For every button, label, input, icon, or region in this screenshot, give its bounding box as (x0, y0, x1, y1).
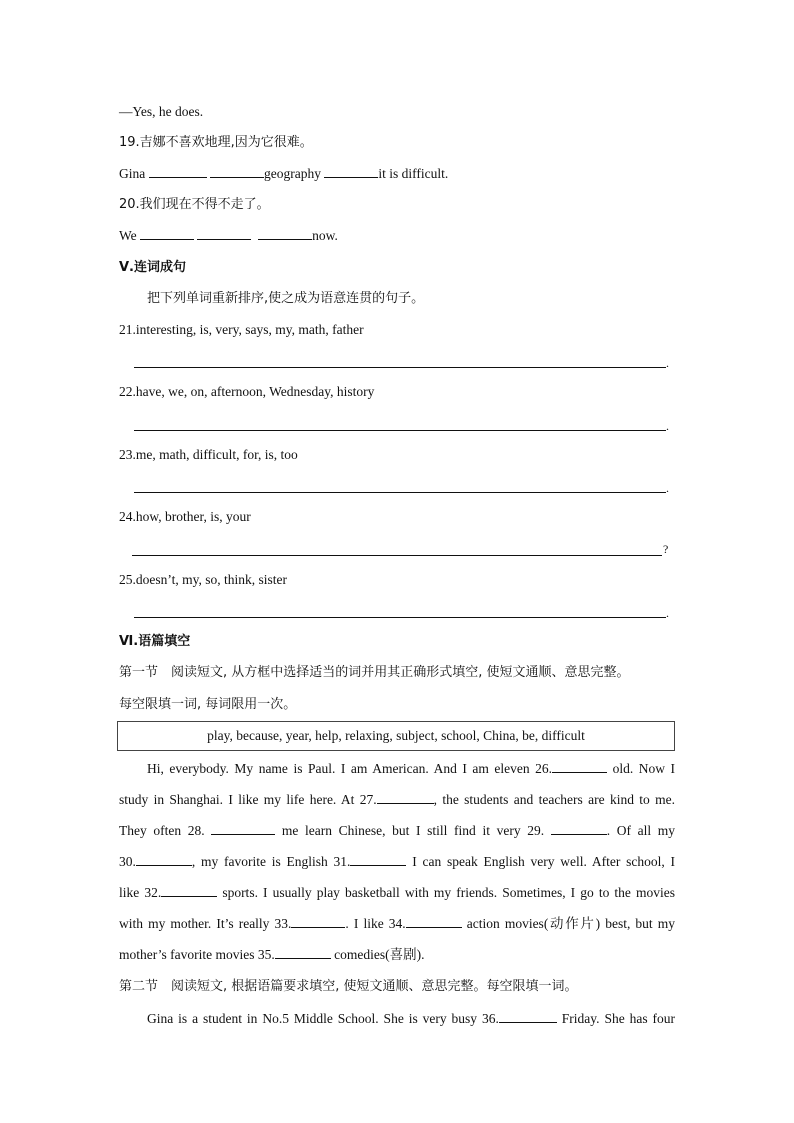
part1-instruction-line1: 第一节 阅读短文, 从方框中选择适当的词并用其正确形式填空, 使短文通顺、意思完整。 (119, 665, 630, 680)
q19-end: it is difficult. (378, 166, 449, 181)
part2-instruction: 第二节 阅读短文, 根据语篇要求填空, 使短文通顺、意思完整。每空限填一词。 (119, 979, 578, 994)
passage2-text: Gina is a student in No.5 Middle School. She is very busy 36. (147, 1011, 499, 1026)
q23-words: 23.me, math, difficult, for, is, too (119, 447, 298, 462)
passage1-text: , the students and teachers are kind to me. (433, 792, 675, 807)
passage1-text: old. Now I (612, 761, 676, 776)
q22-words: 22.have, we, on, afternoon, Wednesday, history (119, 384, 375, 399)
q19-blank-1[interactable] (149, 164, 207, 178)
previous-answer: —Yes, he does. (119, 104, 204, 119)
blank-34[interactable] (406, 914, 462, 928)
blank-26[interactable] (552, 759, 607, 773)
section6-heading: Ⅵ.语篇填空 (119, 634, 191, 649)
q25-answer-line[interactable] (134, 617, 666, 618)
q22-end-mark: . (666, 419, 669, 433)
passage1-text: , my favorite is English 31. (191, 854, 351, 869)
q24-end-mark: ? (663, 542, 669, 556)
q23-answer-line[interactable] (134, 492, 666, 493)
passage1-text: comedies(喜剧). (334, 947, 425, 962)
passage1-text: 30. (119, 854, 136, 869)
blank-31[interactable] (350, 852, 406, 866)
passage1-line-5 (119, 883, 675, 903)
blank-36[interactable] (499, 1009, 557, 1023)
q20-end: now. (312, 228, 338, 243)
q20-start: We (119, 228, 137, 243)
passage2-text: Friday. She has four (561, 1011, 676, 1026)
passage1-line-1 (147, 759, 675, 779)
word-box: play, because, year, help, relaxing, subject, school, China, be, difficult (117, 721, 675, 751)
q21-end-mark: . (666, 356, 669, 370)
q24-answer-line[interactable] (132, 555, 662, 556)
passage1-text: . Of all my (606, 823, 675, 838)
q21-answer-line[interactable] (134, 367, 666, 368)
q21-words: 21.interesting, is, very, says, my, math, father (119, 322, 364, 337)
blank-30[interactable] (136, 852, 192, 866)
passage1-line-6 (119, 914, 675, 934)
blank-33[interactable] (291, 914, 345, 928)
passage1-line-2 (119, 790, 675, 810)
section5-heading: Ⅴ.连词成句 (119, 260, 186, 275)
q19-sentence (119, 164, 448, 184)
q20-blank-1[interactable] (140, 226, 194, 240)
q24-words: 24.how, brother, is, your (119, 509, 251, 524)
blank-32[interactable] (161, 883, 217, 897)
blank-27[interactable] (377, 790, 434, 804)
passage1-text: They often 28. (119, 823, 205, 838)
passage1-text: study in Shanghai. I like my life here. At 27. (119, 792, 377, 807)
passage1-text: Hi, everybody. My name is Paul. I am American. And I am eleven 26. (147, 761, 553, 776)
blank-35[interactable] (275, 945, 331, 959)
passage1-text: sports. I usually play basketball with my friends. Sometimes, I go to the movies (222, 885, 676, 900)
passage1-text: me learn Chinese, but I still find it very 29. (281, 823, 545, 838)
passage1-text: I can speak English very well. After school, I (412, 854, 675, 869)
passage1-text: . I like 34. (345, 916, 406, 931)
q20-sentence (119, 226, 338, 246)
passage1-line-7 (119, 945, 675, 965)
q20-blank-3[interactable] (258, 226, 312, 240)
q19-mid: geography (264, 166, 321, 181)
q22-answer-line[interactable] (134, 430, 666, 431)
blank-28[interactable] (211, 821, 275, 835)
section5-instruction: 把下列单词重新排序,使之成为语意连贯的句子。 (147, 291, 425, 306)
passage2-line-1 (147, 1009, 675, 1029)
q25-end-mark: . (666, 606, 669, 620)
q19-prompt: 19.吉娜不喜欢地理,因为它很难。 (119, 135, 313, 150)
blank-29[interactable] (551, 821, 607, 835)
passage1-line-3 (119, 821, 675, 841)
passage1-text: mother’s favorite movies 35. (119, 947, 275, 962)
part1-instruction-line2: 每空限填一词, 每词限用一次。 (119, 697, 297, 712)
q23-end-mark: . (666, 481, 669, 495)
passage1-text: like 32. (119, 885, 162, 900)
q19-blank-3[interactable] (324, 164, 378, 178)
q19-blank-2[interactable] (210, 164, 264, 178)
q20-blank-2[interactable] (197, 226, 251, 240)
q25-words: 25.doesn’t, my, so, think, sister (119, 572, 287, 587)
passage1-text: with my mother. It’s really 33. (119, 916, 292, 931)
passage1-text: action movies(动作片) best, but my (466, 916, 676, 931)
passage1-line-4 (119, 852, 675, 872)
q20-prompt: 20.我们现在不得不走了。 (119, 197, 270, 212)
q19-start: Gina (119, 166, 146, 181)
